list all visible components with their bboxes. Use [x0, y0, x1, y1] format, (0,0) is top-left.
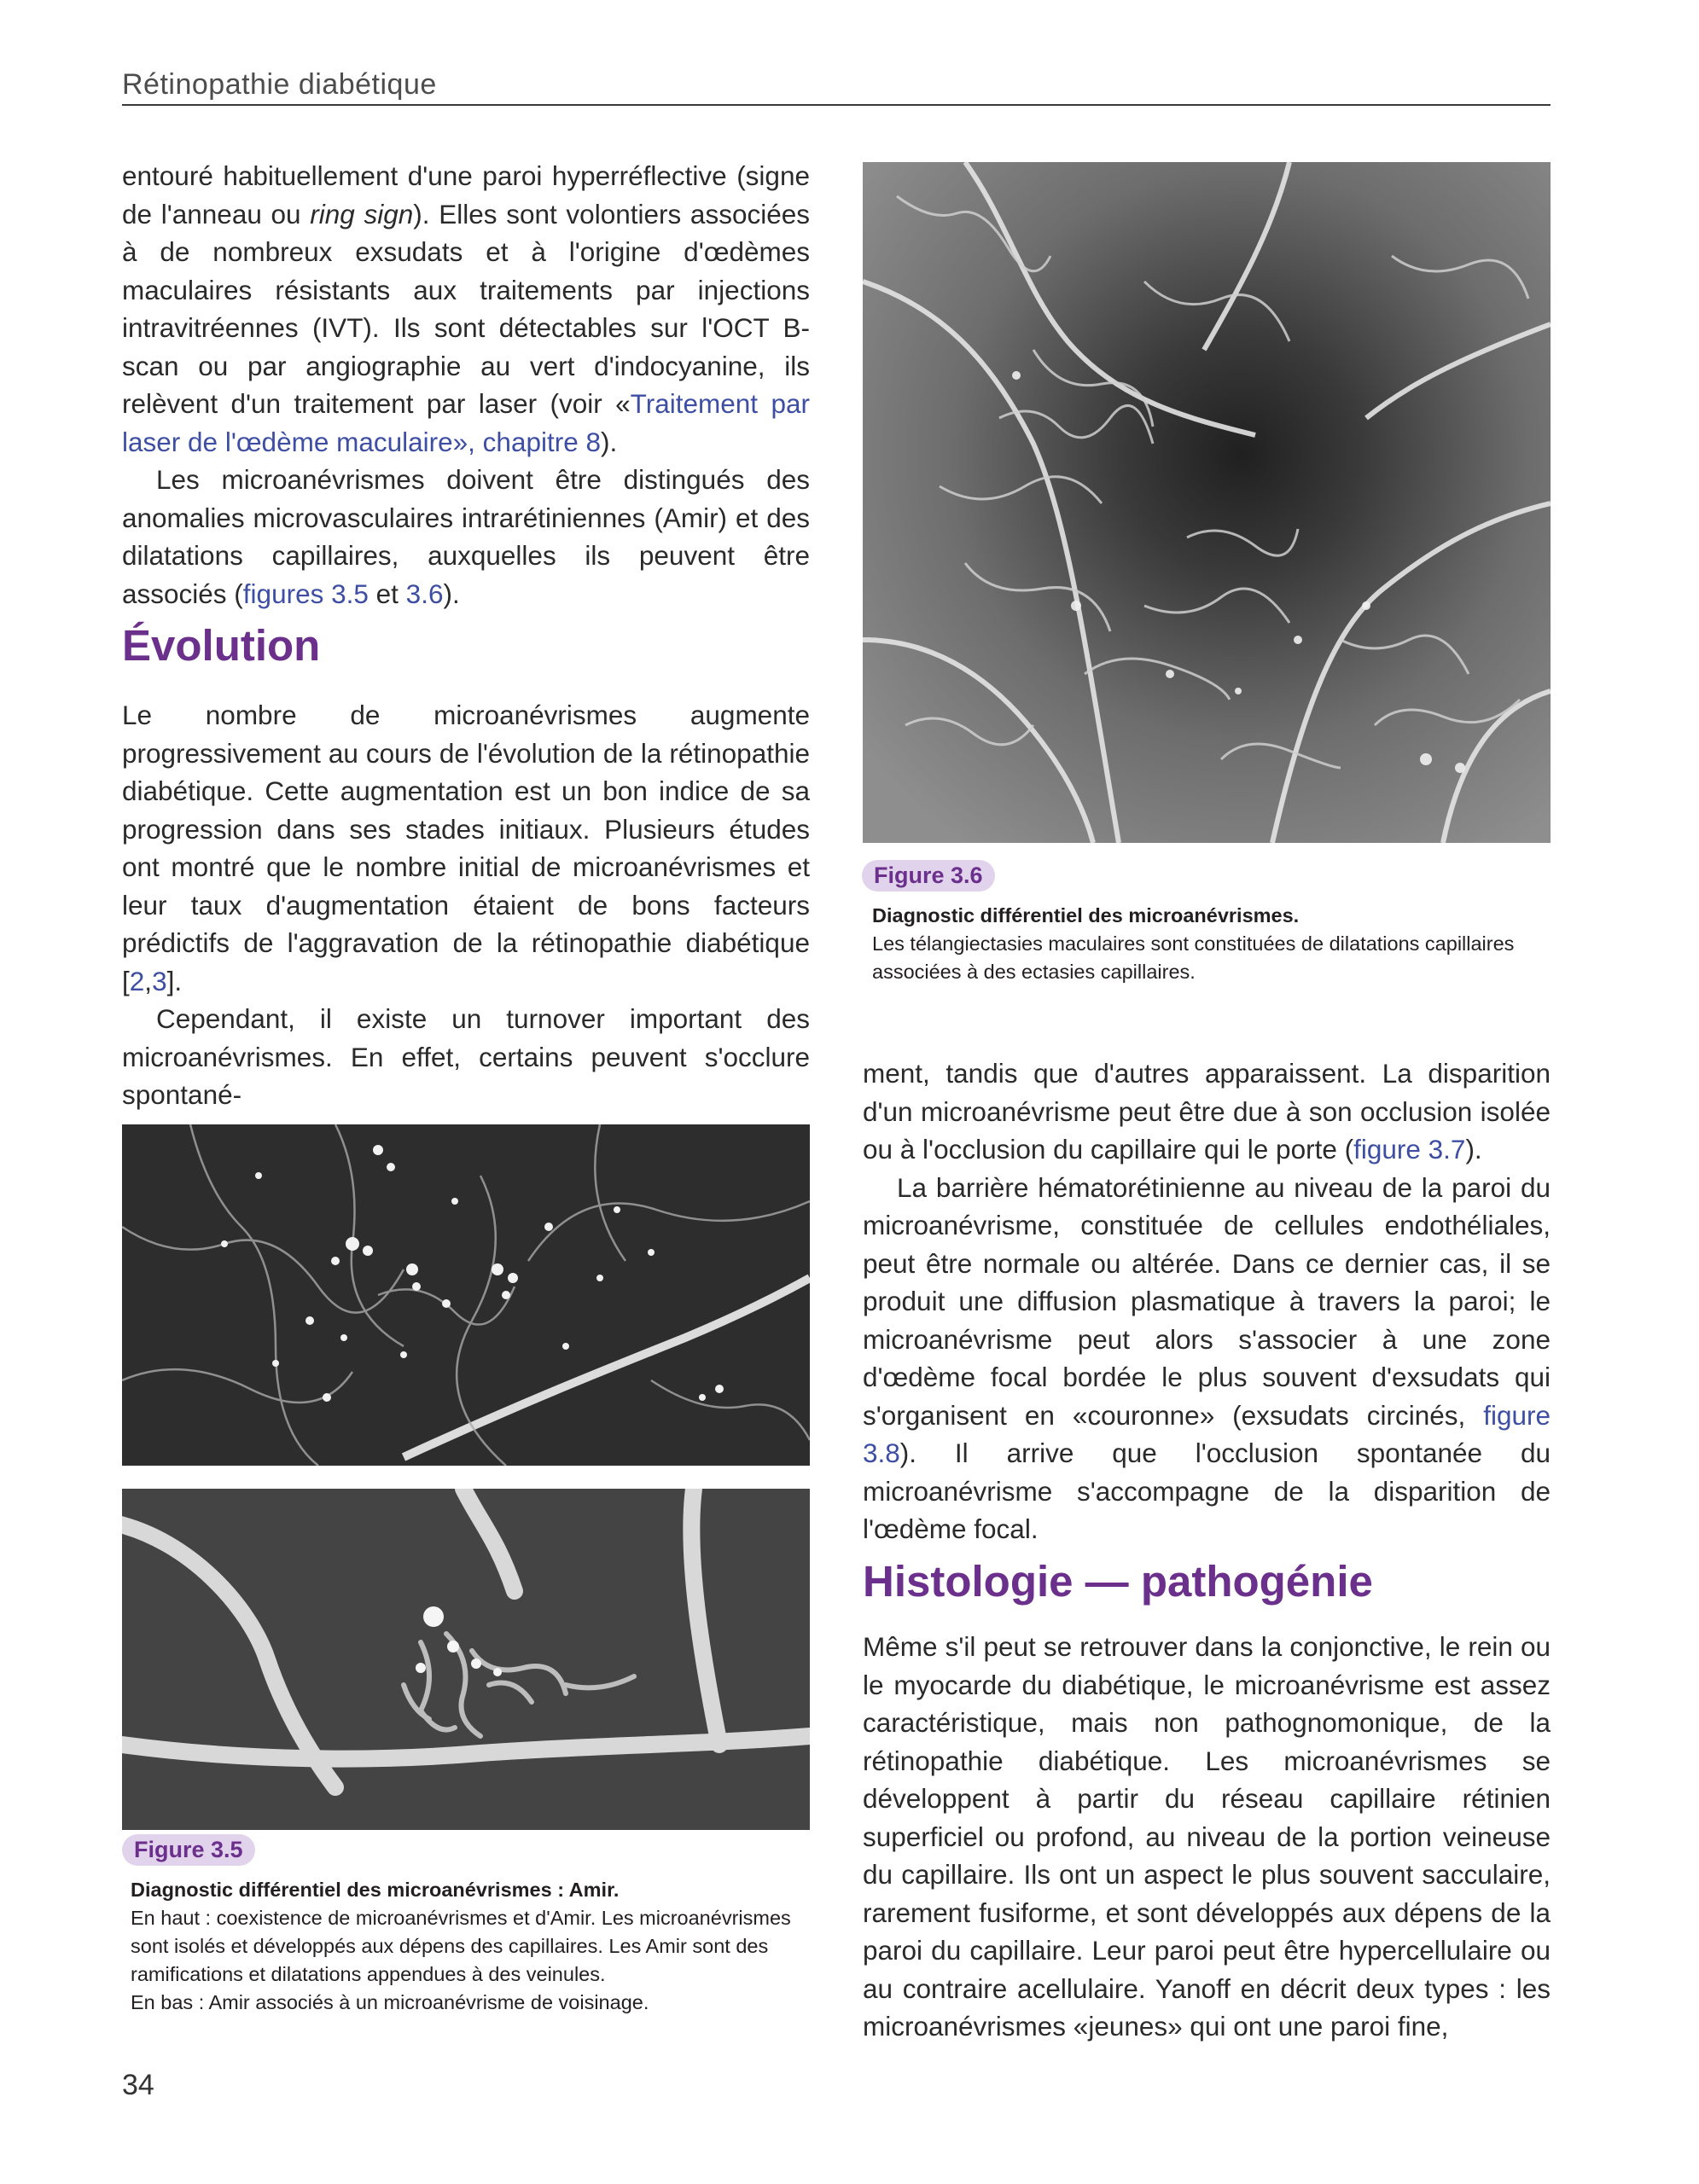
figure-label: Figure 3.5 — [122, 1834, 255, 1866]
figure-link[interactable]: figure 3.7 — [1353, 1134, 1466, 1165]
figure-3-5-bottom-image — [122, 1489, 810, 1830]
figure-caption — [131, 1876, 810, 2017]
section-title-evolution: Évolution — [122, 621, 321, 670]
paragraph: Le nombre de microanévrismes augmente progressivement au cours de l'évolution de la rétinopathie diabétique. Cette augmentation est un bon indice de sa progression dans ses stades initiaux. Plusieurs études ont montré que le nombre initial de microanévrismes et leur taux d'augmentation étaient de bons facteurs prédictifs de l'aggravation de la rétinopathie diabétique [2,3]. — [122, 700, 810, 996]
angiography-image — [122, 1489, 810, 1830]
caption-title: Diagnostic différentiel des microanévrismes. — [872, 904, 1300, 926]
paragraph: Cependant, il existe un turnover important des microanévrismes. En effet, certains peuvent s'occlure spontané- — [122, 1003, 810, 1110]
figure-link[interactable]: 3.6 — [405, 578, 444, 609]
left-column-intro — [122, 157, 810, 613]
paragraph: ment, tandis que d'autres apparaissent. La disparition d'un microanévrisme peut être due à son occlusion isolée ou à l'occlusion du capillaire qui le porte (figure 3.7). — [863, 1058, 1551, 1165]
caption-text: En haut : coexistence de microanévrismes et d'Amir. Les microanévrismes sont isolés et développés aux dépens des capillaires. Les Amir sont des ramifications et dilatations appendues à des veinules. — [131, 1907, 791, 1985]
figure-link[interactable]: figures 3.5 — [242, 578, 369, 609]
angiography-image — [863, 162, 1551, 843]
paragraph: Même s'il peut se retrouver dans la conjonctive, le rein ou le myocarde du diabétique, le microanévrisme est assez caractéristique, mais non pathognomonique, de la rétinopathie diabétique. Les microanévrismes se développent à partir du réseau capillaire rétinien superficiel ou profond, au niveau de la portion veineuse du capillaire. Ils ont un aspect le plus souvent sacculaire, rarement fusiforme, et sont développés aux dépens de la paroi du capillaire. Leur paroi peut être hypercellulaire ou au contraire acellulaire. Yanoff en décrit deux types : les microanévrismes «jeunes» qui ont une paroi fine, — [863, 1631, 1551, 2042]
chapter-link[interactable]: Traitement par laser de l'œdème maculaire», chapitre 8 — [122, 388, 810, 457]
figure-link[interactable]: figure 3.8 — [863, 1399, 1551, 1468]
evolution-text — [122, 696, 810, 1114]
histologie-text — [863, 1628, 1551, 2046]
header-rule — [122, 104, 1551, 106]
caption-title: Diagnostic différentiel des microanévrismes : Amir. — [131, 1879, 620, 1901]
figure-caption — [872, 902, 1551, 986]
page-number: 34 — [122, 2069, 154, 2101]
section-title-histologie: Histologie — pathogénie — [863, 1557, 1373, 1606]
paragraph: entouré habituellement d'une paroi hyperréflective (signe de l'anneau ou ring sign). Elles sont volontiers associées à de nombreux exsudats et à l'origine d'œdèmes maculaires résistants aux traitements par injections intravitréennes (IVT). Ils sont détectables sur l'OCT B-scan ou par angiographie au vert d'indocyanine, ils relèvent d'un traitement par laser (voir «Traitement par laser de l'œdème maculaire», chapitre 8). — [122, 160, 810, 457]
right-column-text — [863, 1054, 1551, 1548]
angiography-image — [122, 1124, 810, 1466]
reference-link[interactable]: 3 — [152, 965, 167, 996]
figure-label: Figure 3.6 — [862, 860, 995, 892]
caption-text: En bas : Amir associés à un microanévrisme de voisinage. — [131, 1991, 649, 2013]
paragraph: La barrière hématorétinienne au niveau de la paroi du microanévrisme, constituée de cellules endothéliales, peut être normale ou altérée. Dans ce dernier cas, il se produit une diffusion plasmatique à travers la paroi; le microanévrisme peut alors s'associer à une zone d'œdème focal bordée le plus souvent d'exsudats qui s'organisent en «couronne» (exsudats circinés, figure 3.8). Il arrive que l'occlusion spontanée du microanévrisme s'accompagne de la disparition de l'œdème focal. — [863, 1171, 1551, 1544]
figure-3-6-image — [863, 162, 1551, 843]
caption-text: Les télangiectasies maculaires sont constituées de dilatations capillaires associées à des ectasies capillaires. — [872, 932, 1515, 983]
paragraph: Les microanévrismes doivent être distingués des anomalies microvasculaires intrarétiniennes (Amir) et des dilatations capillaires, auxquelles ils peuvent être associés (figures 3.5 et 3.6). — [122, 464, 810, 609]
figure-3-5-top-image — [122, 1124, 810, 1466]
running-header: Rétinopathie diabétique — [122, 68, 437, 101]
reference-link[interactable]: 2 — [129, 965, 145, 996]
